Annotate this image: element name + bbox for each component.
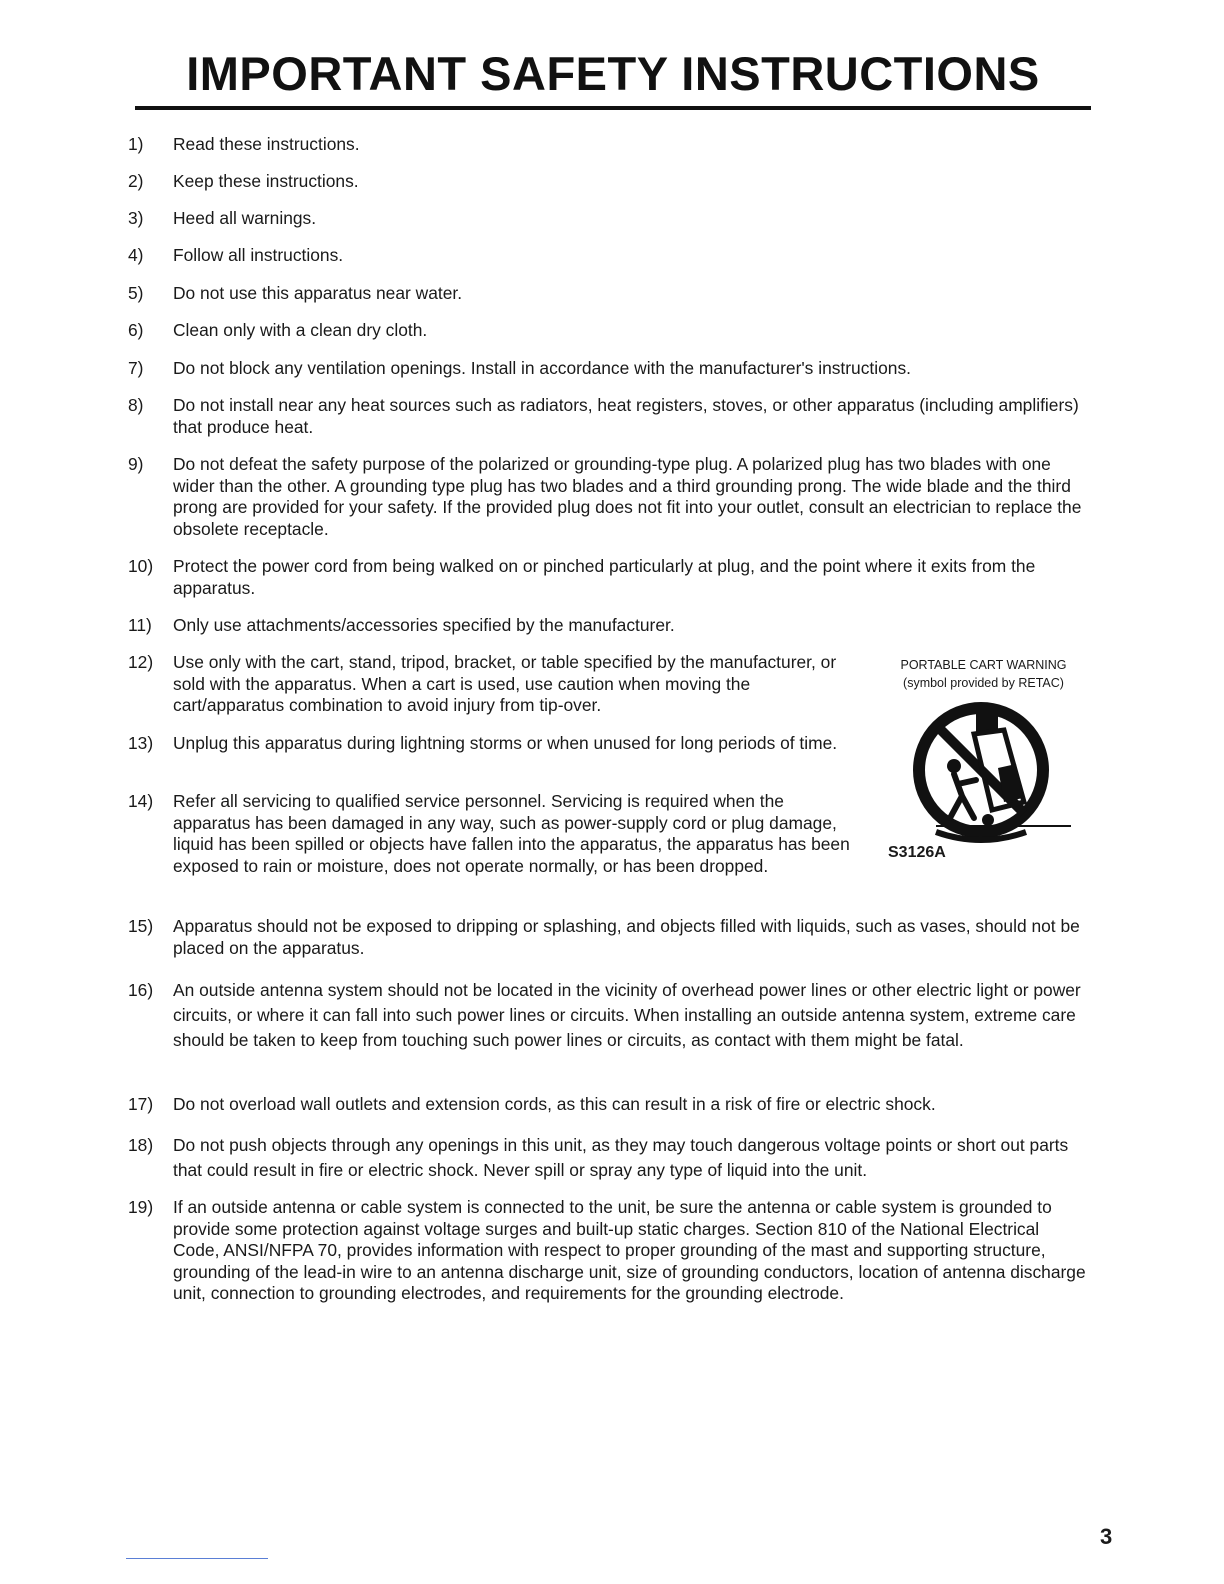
instruction-item [128, 1094, 1088, 1116]
instruction-number: 3) [128, 208, 144, 228]
instruction-text: Do not overload wall outlets and extension cords, as this can result in a risk of fire or electric shock. [173, 1094, 936, 1114]
instruction-text: Unplug this apparatus during lightning storms or when unused for long periods of time. [173, 733, 838, 753]
instruction-text: Apparatus should not be exposed to dripping or splashing, and objects filled with liquids, such as vases, should not be placed on the apparatus. [173, 916, 1080, 958]
instruction-item [128, 245, 1088, 267]
instruction-number: 10) [128, 556, 154, 576]
instruction-text: Clean only with a clean dry cloth. [173, 320, 428, 340]
instruction-item [128, 733, 853, 755]
instruction-text: Do not use this apparatus near water. [173, 283, 463, 303]
instruction-text: Do not install near any heat sources such as radiators, heat registers, stoves, or other apparatus (including amplifiers) that produce heat. [173, 395, 1079, 437]
footer-rule [126, 1558, 268, 1559]
instruction-number: 2) [128, 171, 144, 191]
portable-cart-warning-icon [906, 698, 1076, 848]
instruction-item [128, 916, 1088, 959]
instruction-item [128, 320, 1088, 342]
instruction-number: 7) [128, 358, 144, 378]
instruction-text: Only use attachments/accessories specified by the manufacturer. [173, 615, 675, 635]
instruction-item [128, 556, 1088, 599]
instruction-number: 5) [128, 283, 144, 303]
instruction-text: If an outside antenna or cable system is connected to the unit, be sure the antenna or cable system is grounded to provide some protection against voltage surges and built-up static charges. Section 810 of the National Electrical Code, ANSI/NFPA 70, provides information with respect to proper grounding of the mast and supporting structure, grounding of the lead-in wire to an antenna discharge unit, size of grounding conductors, location of antenna discharge unit, connection to grounding electrodes, and requirements for the grounding electrode. [173, 1197, 1086, 1303]
instruction-text: Keep these instructions. [173, 171, 359, 191]
page-title: IMPORTANT SAFETY INSTRUCTIONS [186, 47, 1040, 100]
instruction-item [128, 358, 1088, 380]
instruction-item [128, 395, 1088, 438]
instruction-item [128, 791, 853, 877]
instruction-text: An outside antenna system should not be located in the vicinity of overhead power lines or other electric light or power circuits, or where it can fall into such power lines or circuits. When installing an outside antenna system, extreme care should be taken to keep from touching such power lines or circuits, as contact with them might be fatal. [173, 980, 1081, 1050]
page-number: 3 [1100, 1524, 1113, 1549]
instruction-text: Do not push objects through any openings in this unit, as they may touch dangerous voltage points or short out parts that could result in fire or electric shock. Never spill or spray any type of liquid into the unit. [173, 1135, 1069, 1180]
instruction-item [128, 208, 1088, 230]
instruction-item [128, 1197, 1088, 1305]
instruction-item [128, 978, 1088, 1053]
instruction-number: 16) [128, 980, 154, 1000]
instruction-item [128, 454, 1088, 540]
instruction-text: Do not defeat the safety purpose of the polarized or grounding-type plug. A polarized plug has two blades with one wider than the other. A grounding type plug has two blades and a third grounding prong. The wide blade and the third prong are provided for your safety. If the provided plug does not fit into your outlet, consult an electrician to replace the obsolete receptacle. [173, 454, 1082, 539]
instruction-number: 1) [128, 134, 144, 154]
cart-warning-subheading: (symbol provided by RETAC) [903, 676, 1064, 690]
instruction-item [128, 283, 1088, 305]
instruction-text: Follow all instructions. [173, 245, 344, 265]
instruction-number: 19) [128, 1197, 154, 1217]
instruction-number: 14) [128, 791, 154, 811]
instruction-number: 15) [128, 916, 154, 936]
instruction-item [128, 171, 1088, 193]
instruction-number: 18) [128, 1135, 154, 1155]
instruction-number: 17) [128, 1094, 154, 1114]
instruction-number: 9) [128, 454, 144, 474]
instruction-item [128, 1133, 1088, 1183]
instruction-item [128, 134, 1088, 156]
cart-warning-panel [876, 656, 1091, 861]
cart-warning-heading: PORTABLE CART WARNING [900, 658, 1067, 672]
instruction-text: Heed all warnings. [173, 208, 317, 228]
instruction-text: Do not block any ventilation openings. Install in accordance with the manufacturer's instructions. [173, 358, 911, 378]
instruction-number: 12) [128, 652, 154, 672]
instruction-item [128, 652, 853, 717]
instruction-text: Use only with the cart, stand, tripod, bracket, or table specified by the manufacturer, or sold with the apparatus. When a cart is used, use caution when moving the cart/apparatus combination to avoid injury from tip-over. [173, 652, 837, 715]
instruction-number: 13) [128, 733, 154, 753]
title-underline [135, 106, 1091, 110]
instruction-number: 8) [128, 395, 144, 415]
instruction-text: Refer all servicing to qualified service personnel. Servicing is required when the apparatus has been damaged in any way, such as power-supply cord or plug damage, liquid has been spilled or objects have fallen into the apparatus, the apparatus has been exposed to rain or moisture, does not operate normally, or has been dropped. [173, 791, 850, 876]
cart-warning-code: S3126A [888, 844, 946, 861]
instruction-number: 6) [128, 320, 144, 340]
instruction-number: 11) [128, 615, 152, 635]
instruction-text: Protect the power cord from being walked on or pinched particularly at plug, and the point where it exits from the apparatus. [173, 556, 1036, 598]
instruction-item [128, 615, 1088, 637]
instruction-number: 4) [128, 245, 144, 265]
instruction-text: Read these instructions. [173, 134, 360, 154]
